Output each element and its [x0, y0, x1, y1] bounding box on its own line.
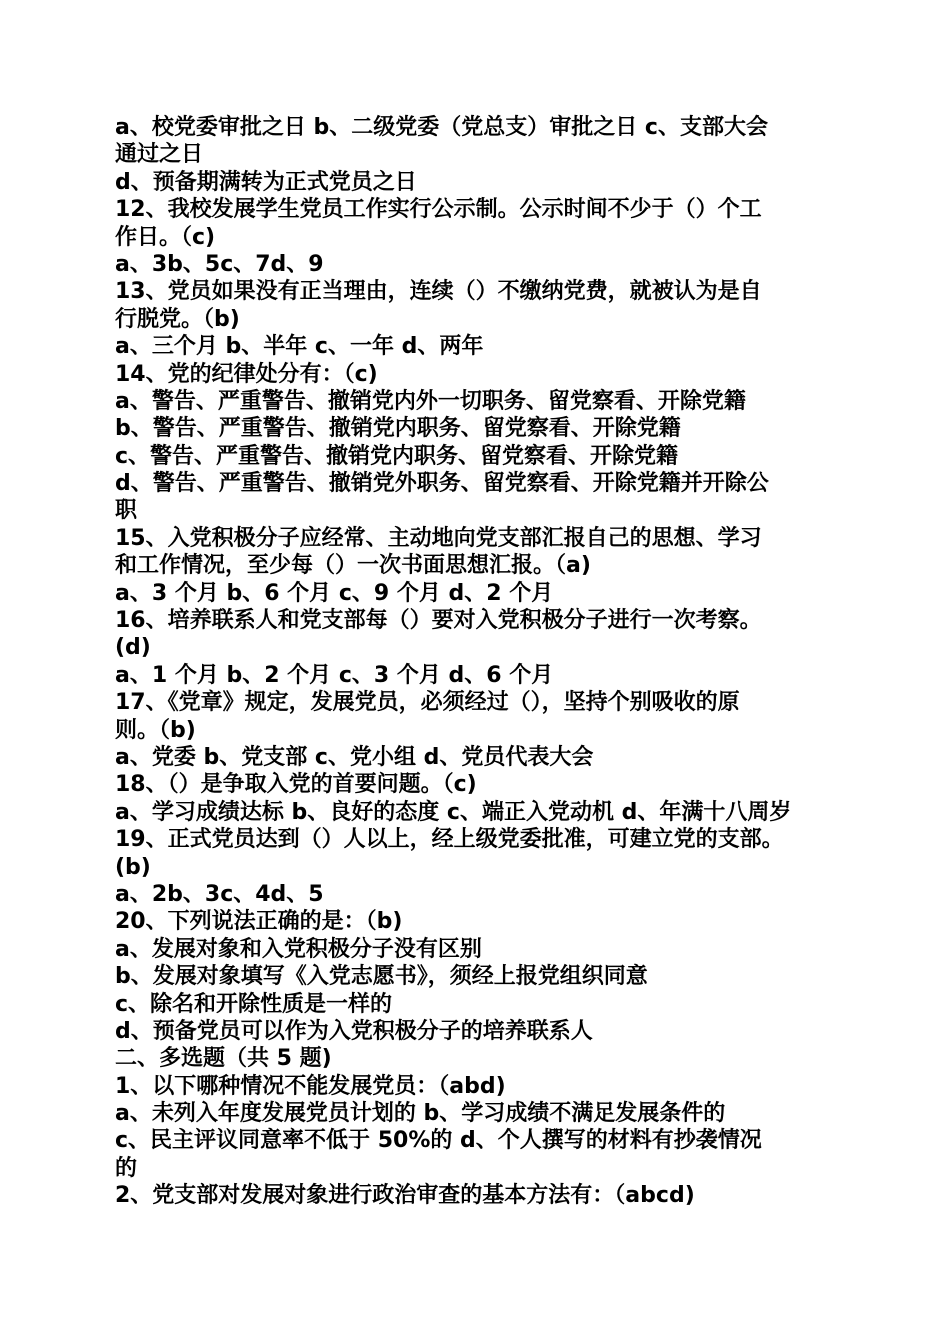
question-13: 13、党员如果没有正当理由，连续（）不缴纳党费，就被认为是自 — [115, 279, 762, 305]
options-17: a、党委 b、党支部 c、党小组 d、党员代表大会 — [115, 744, 594, 770]
options-19: a、2b、3c、4d、5 — [115, 881, 324, 907]
text-line: 职 — [115, 498, 138, 524]
option-14-d: d、警告、严重警告、撤销党外职务、留党察看、开除党籍并开除公 — [115, 471, 769, 497]
multi-options-1-cd: c、民主评议同意率不低于 50%的 d、个人撰写的材料有抄袭情况 — [115, 1128, 762, 1154]
document-page — [115, 114, 835, 1210]
text-line: 通过之日 — [115, 142, 204, 168]
section-heading: 二、多选题（共 5 题) — [115, 1046, 332, 1072]
text-line: (b) — [115, 854, 151, 880]
option-14-a: a、警告、严重警告、撤销党内外一切职务、留党察看、开除党籍 — [115, 388, 746, 414]
option-20-d: d、预备党员可以作为入党积极分子的培养联系人 — [115, 1018, 593, 1044]
multi-question-1: 1、以下哪种情况不能发展党员：（abd) — [115, 1073, 506, 1099]
options-16: a、1 个月 b、2 个月 c、3 个月 d、6 个月 — [115, 662, 554, 688]
text-line: d、预备期满转为正式党员之日 — [115, 169, 417, 195]
text-line: 的 — [115, 1155, 138, 1181]
text-line: a、校党委审批之日 b、二级党委（党总支）审批之日 c、支部大会 — [115, 115, 768, 140]
text-line: 行脱党。（b) — [115, 306, 240, 332]
question-20: 20、下列说法正确的是：（b) — [115, 909, 403, 935]
option-20-b: b、发展对象填写《入党志愿书》，须经上报党组织同意 — [115, 964, 648, 990]
question-18: 18、（）是争取入党的首要问题。（c) — [115, 772, 477, 798]
text-line: 和工作情况，至少每（）一次书面思想汇报。（a) — [115, 553, 591, 579]
question-16: 16、培养联系人和党支部每（）要对入党积极分子进行一次考察。 — [115, 608, 762, 634]
multi-options-1-ab: a、未列入年度发展党员计划的 b、学习成绩不满足发展条件的 — [115, 1101, 726, 1127]
options-13: a、三个月 b、半年 c、一年 d、两年 — [115, 334, 484, 360]
options-12: a、3b、5c、7d、9 — [115, 251, 324, 277]
text-line: 则。（b) — [115, 717, 196, 743]
question-12: 12、我校发展学生党员工作实行公示制。公示时间不少于（）个工 — [115, 197, 762, 223]
multi-question-2: 2、党支部对发展对象进行政治审查的基本方法有：（abcd) — [115, 1183, 695, 1209]
option-20-a: a、发展对象和入党积极分子没有区别 — [115, 936, 482, 962]
option-20-c: c、除名和开除性质是一样的 — [115, 991, 393, 1017]
options-18: a、学习成绩达标 b、良好的态度 c、端正入党动机 d、年满十八周岁 — [115, 799, 792, 825]
text-line: (d) — [115, 635, 151, 661]
text-line: 作日。（c) — [115, 224, 216, 250]
question-19: 19、正式党员达到（）人以上，经上级党委批准，可建立党的支部。 — [115, 827, 784, 853]
question-17: 17、《党章》规定，发展党员，必须经过（），坚持个别吸收的原 — [115, 690, 740, 716]
question-14: 14、党的纪律处分有：（c) — [115, 361, 378, 387]
options-15: a、3 个月 b、6 个月 c、9 个月 d、2 个月 — [115, 580, 554, 606]
option-14-b: b、警告、严重警告、撤销党内职务、留党察看、开除党籍 — [115, 416, 681, 442]
option-14-c: c、警告、严重警告、撤销党内职务、留党察看、开除党籍 — [115, 443, 679, 469]
question-15: 15、入党积极分子应经常、主动地向党支部汇报自己的思想、学习 — [115, 525, 762, 551]
